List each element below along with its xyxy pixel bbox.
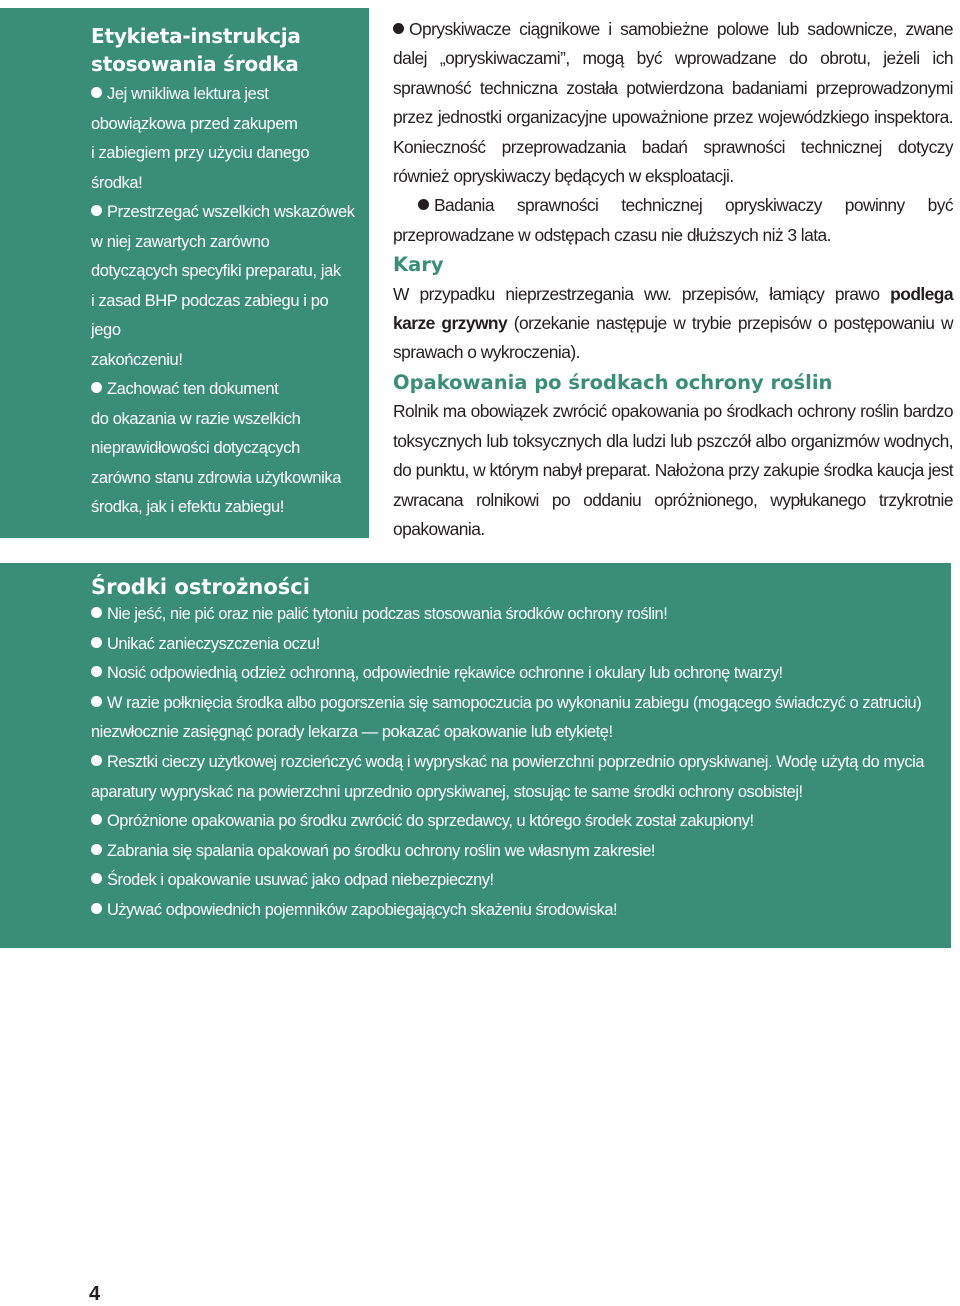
label-line: do okazania w razie wszelkich [91, 409, 301, 428]
page-number: 4 [89, 1283, 101, 1305]
label-line: dotyczących specyfiki preparatu, jak [91, 262, 341, 280]
precaution-item [91, 837, 941, 867]
precaution-item [91, 689, 941, 748]
label-line: i zasad BHP podczas zabiegu i po jego [91, 291, 329, 339]
bullet-icon [91, 696, 102, 707]
right-column [393, 15, 953, 544]
penalties-heading: Kary [393, 253, 444, 277]
precautions-list [91, 600, 941, 926]
precaution-item-text: W razie połknięcia środka albo pogorszenia się samopoczucia po wykonaniu zabiegu (mogącego świadczyć o zatruciu) niezwłocznie zasięgnąć porady lekarza — pokazać opakowanie lub etykietę! [91, 693, 922, 742]
packaging-heading: Opakowania po środkach ochrony roślin [393, 370, 833, 394]
label-line: zarówno stanu zdrowia użytkownika [91, 468, 342, 487]
label-paragraph-keep-document [91, 375, 359, 523]
precautions-box [0, 563, 951, 948]
label-instruction-box [0, 8, 369, 538]
label-line: w niej zawartych zarówno [91, 232, 270, 251]
label-title-line-1: Etykieta-instrukcja [91, 24, 301, 48]
precaution-item-text: Nie jeść, nie pić oraz nie palić tytoniu podczas stosowania środków ochrony roślin! [107, 605, 668, 623]
label-box-title [91, 22, 359, 78]
label-line: nieprawidłowości dotyczących [91, 439, 300, 457]
precaution-item-text: Używać odpowiednich pojemników zapobiegających skażeniu środowiska! [107, 900, 618, 919]
penalties-bold-term: podlega karze grzywny [393, 283, 953, 334]
label-line: obowiązkowa przed zakupem [91, 114, 298, 133]
sprayer-paragraph-2-text: Badania sprawności technicznej opryskiwaczy powinny być przeprowadzane w odstępach czasu nie dłuższych niż 3 lata. [393, 195, 953, 245]
precaution-item-text: Zabrania się spalania opakowań po środku ochrony roślin we własnym zakresie! [107, 841, 655, 860]
packaging-paragraph: Rolnik ma obowiązek zwrócić opakowania po środkach ochrony roślin bardzo toksycznych lub toksycznych dla ludzi lub pszczół albo organizmów wodnych, do punktu, w którym nabył preparat. Nałożona przy zakupie środka kaucja jest zwracana rolnikowi po oddaniu opróżnionego, wypłukanego trzykrotnie opakowania. [393, 401, 953, 539]
label-line: zakończeniu! [91, 350, 183, 369]
label-line: środka! [91, 173, 143, 192]
label-line: i zabiegiem przy użyciu danego [91, 144, 310, 162]
penalties-text-start: W przypadku nieprzestrzegania ww. przepisów, łamiący prawo [393, 283, 891, 304]
label-line: Jej wnikliwa lektura jest [107, 85, 269, 103]
bullet-icon [91, 637, 102, 648]
precaution-item-text: Środek i opakowanie usuwać jako odpad niebezpieczny! [107, 871, 494, 890]
precaution-item-text: Nosić odpowiednią odzież ochronną, odpowiednie rękawice ochronne i okulary lub ochronę twarzy! [107, 664, 783, 683]
penalties-text-end: (orzekanie następuje w trybie przepisów o postępowaniu w sprawach o wykroczenia). [393, 313, 953, 363]
label-line: Przestrzegać wszelkich wskazówek [107, 203, 355, 221]
precaution-item [91, 896, 941, 926]
sprayer-paragraph-1-text: Opryskiwacze ciągnikowe i samobieżne polowe lub sadownicze, zwane dalej „opryskiwaczami”, mogą być wprowadzane do obrotu, jeżeli ich sprawność techniczna została potwierdzona badaniami przeprowadzonymi przez jednostki organizacyjne upoważnione przez wojewódzkiego inspektora. Konieczność przeprowadzania badań sprawności technicznej dotyczy również opryskiwaczy będących w eksploatacji. [393, 19, 953, 187]
bullet-icon [91, 666, 102, 677]
label-title-line-2: stosowania środka [91, 52, 299, 76]
label-line: środka, jak i efektu zabiegu! [91, 498, 284, 516]
precaution-item [91, 748, 941, 807]
label-paragraph-follow-guidelines [91, 198, 359, 375]
precaution-item [91, 807, 941, 837]
precaution-item [91, 866, 941, 896]
label-line: Zachować ten dokument [107, 380, 279, 398]
sprayer-paragraph-1 [393, 15, 953, 191]
bullet-icon [91, 873, 102, 884]
bullet-icon [91, 607, 102, 618]
precaution-item [91, 659, 941, 689]
precaution-item-text: Opróżnione opakowania po środku zwrócić do sprzedawcy, u którego środek został zakupiony! [107, 812, 754, 831]
precaution-item-text: Resztki cieczy użytkowej rozcieńczyć wodą i wypryskać na powierzchni poprzednio opryskiwanej. Wodę użytą do mycia aparatury wypryskać na powierzchni uprzednio opryskiwanej, stosując te same środki ochrony osobistej! [91, 752, 924, 801]
bullet-icon [91, 382, 102, 393]
bullet-icon [91, 844, 102, 855]
label-paragraph-mandatory-reading [91, 80, 359, 198]
precaution-item [91, 600, 941, 630]
bullet-icon [393, 23, 404, 34]
bullet-icon [91, 205, 102, 216]
precautions-title: Środki ostrożności [91, 575, 310, 599]
precaution-item-text: Unikać zanieczyszczenia oczu! [107, 634, 320, 653]
bullet-icon [91, 87, 102, 98]
bullet-icon [418, 199, 429, 210]
bullet-icon [91, 903, 102, 914]
precaution-item [91, 630, 941, 660]
sprayer-paragraph-2 [393, 191, 953, 250]
penalties-paragraph [393, 280, 953, 368]
bullet-icon [91, 755, 102, 766]
bullet-icon [91, 814, 102, 825]
